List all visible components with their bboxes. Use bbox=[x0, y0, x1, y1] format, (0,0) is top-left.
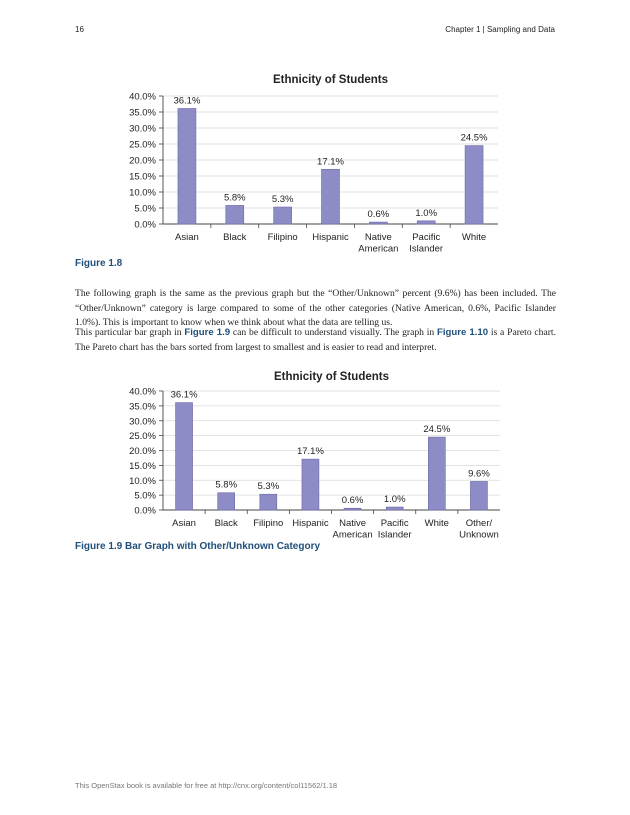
data-label: 9.6% bbox=[468, 468, 490, 480]
bar bbox=[322, 169, 340, 224]
y-tick-label: 20.0% bbox=[129, 446, 156, 457]
figure-1-8-caption: Figure 1.8 bbox=[75, 258, 123, 269]
paragraph-pareto bbox=[75, 326, 556, 355]
x-tick-label: Black bbox=[223, 232, 247, 243]
running-header: Chapter 1 | Sampling and Data bbox=[445, 25, 555, 34]
y-tick-label: 30.0% bbox=[129, 123, 156, 135]
x-tick-label: Hispanic bbox=[292, 518, 329, 529]
data-label: 5.8% bbox=[223, 192, 246, 204]
x-tick-label: Other/ bbox=[465, 518, 493, 529]
y-tick-label: 40.0% bbox=[129, 91, 156, 103]
data-label: 36.1% bbox=[173, 95, 201, 107]
data-label: 1.0% bbox=[383, 494, 406, 506]
x-tick-label: Asian bbox=[172, 518, 196, 529]
y-tick-label: 40.0% bbox=[129, 386, 156, 398]
y-tick-label: 0.0% bbox=[134, 219, 156, 231]
paragraph-text: is a Pareto chart. The Pareto chart has the bars sorted from largest to smallest and is easier to read and interpret. bbox=[75, 327, 556, 353]
bar bbox=[465, 146, 483, 224]
bar bbox=[428, 437, 445, 510]
data-label: 36.1% bbox=[170, 389, 198, 401]
ethnicity-bar-chart-2 bbox=[0, 362, 630, 542]
x-tick-label: Filipino bbox=[267, 232, 298, 243]
bar bbox=[417, 221, 435, 224]
figure-1-9-link[interactable]: Figure 1.9 bbox=[184, 327, 231, 338]
y-tick-label: 35.0% bbox=[129, 107, 156, 119]
data-label: 5.3% bbox=[257, 481, 280, 493]
bar bbox=[274, 207, 292, 224]
bar bbox=[302, 459, 319, 510]
data-label: 0.6% bbox=[341, 495, 364, 507]
chart-title: Ethnicity of Students bbox=[273, 74, 388, 86]
bar bbox=[386, 507, 403, 510]
y-tick-label: 15.0% bbox=[129, 171, 156, 183]
paragraph-text: can be difficult to understand visually. The graph in bbox=[230, 327, 437, 338]
bar bbox=[178, 108, 196, 224]
x-tick-label: White bbox=[424, 518, 449, 529]
page-number: 16 bbox=[75, 25, 84, 34]
footer-note: This OpenStax book is available for free at http://cnx.org/content/col11562/1.18 bbox=[75, 781, 338, 790]
x-tick-label: Islander bbox=[377, 529, 412, 541]
y-tick-label: 0.0% bbox=[134, 505, 156, 517]
y-tick-label: 25.0% bbox=[129, 431, 156, 443]
x-tick-label: Islander bbox=[409, 243, 444, 255]
x-tick-label: American bbox=[358, 243, 399, 255]
data-label: 0.6% bbox=[367, 209, 390, 221]
y-tick-label: 30.0% bbox=[129, 416, 156, 428]
ethnicity-bar-chart-1 bbox=[0, 66, 630, 256]
y-tick-label: 20.0% bbox=[129, 155, 156, 167]
y-tick-label: 10.0% bbox=[129, 187, 156, 199]
data-label: 5.8% bbox=[215, 479, 238, 491]
data-label: 5.3% bbox=[271, 194, 294, 206]
bar bbox=[218, 493, 235, 510]
y-tick-label: 5.0% bbox=[134, 203, 156, 215]
data-label: 24.5% bbox=[423, 424, 451, 436]
y-tick-label: 35.0% bbox=[129, 401, 156, 413]
chart-title: Ethnicity of Students bbox=[274, 371, 389, 383]
data-label: 17.1% bbox=[296, 446, 324, 458]
y-tick-label: 15.0% bbox=[129, 460, 156, 472]
x-tick-label: Native bbox=[339, 518, 367, 529]
data-label: 24.5% bbox=[460, 132, 488, 144]
y-tick-label: 5.0% bbox=[134, 490, 156, 502]
y-tick-label: 10.0% bbox=[129, 475, 156, 487]
figure-1-10-link[interactable]: Figure 1.10 bbox=[436, 327, 489, 338]
x-tick-label: Filipino bbox=[253, 518, 284, 529]
x-tick-label: Black bbox=[214, 518, 238, 529]
data-label: 17.1% bbox=[317, 156, 344, 168]
bar bbox=[344, 508, 361, 510]
paragraph-text: This particular bar graph in bbox=[75, 327, 185, 338]
x-tick-label: Pacific bbox=[412, 232, 441, 243]
bar bbox=[369, 222, 387, 224]
data-label: 1.0% bbox=[415, 207, 438, 219]
x-tick-label: American bbox=[332, 529, 373, 541]
x-tick-label: Asian bbox=[175, 232, 199, 243]
bar bbox=[226, 205, 244, 224]
bar bbox=[470, 481, 487, 510]
x-tick-label: Pacific bbox=[380, 518, 409, 529]
paragraph-other-unknown: The following graph is the same as the previous graph but the “Other/Unknown” percent (9.6%) has been included. The “Other/Unknown” category is large compared to some of the other categories (Native American, 0.6%, Pacific Islander 1.0%). This is important to know when we think about what the data are telling us. bbox=[75, 288, 556, 329]
x-tick-label: Hispanic bbox=[312, 232, 349, 243]
x-tick-label: White bbox=[461, 232, 487, 243]
x-tick-label: Unknown bbox=[459, 529, 499, 541]
bar bbox=[260, 494, 277, 510]
bar bbox=[176, 403, 193, 510]
figure-1-9-caption: Figure 1.9 Bar Graph with Other/Unknown Category bbox=[75, 541, 321, 552]
x-tick-label: Native bbox=[364, 232, 392, 243]
y-tick-label: 25.0% bbox=[129, 139, 156, 151]
